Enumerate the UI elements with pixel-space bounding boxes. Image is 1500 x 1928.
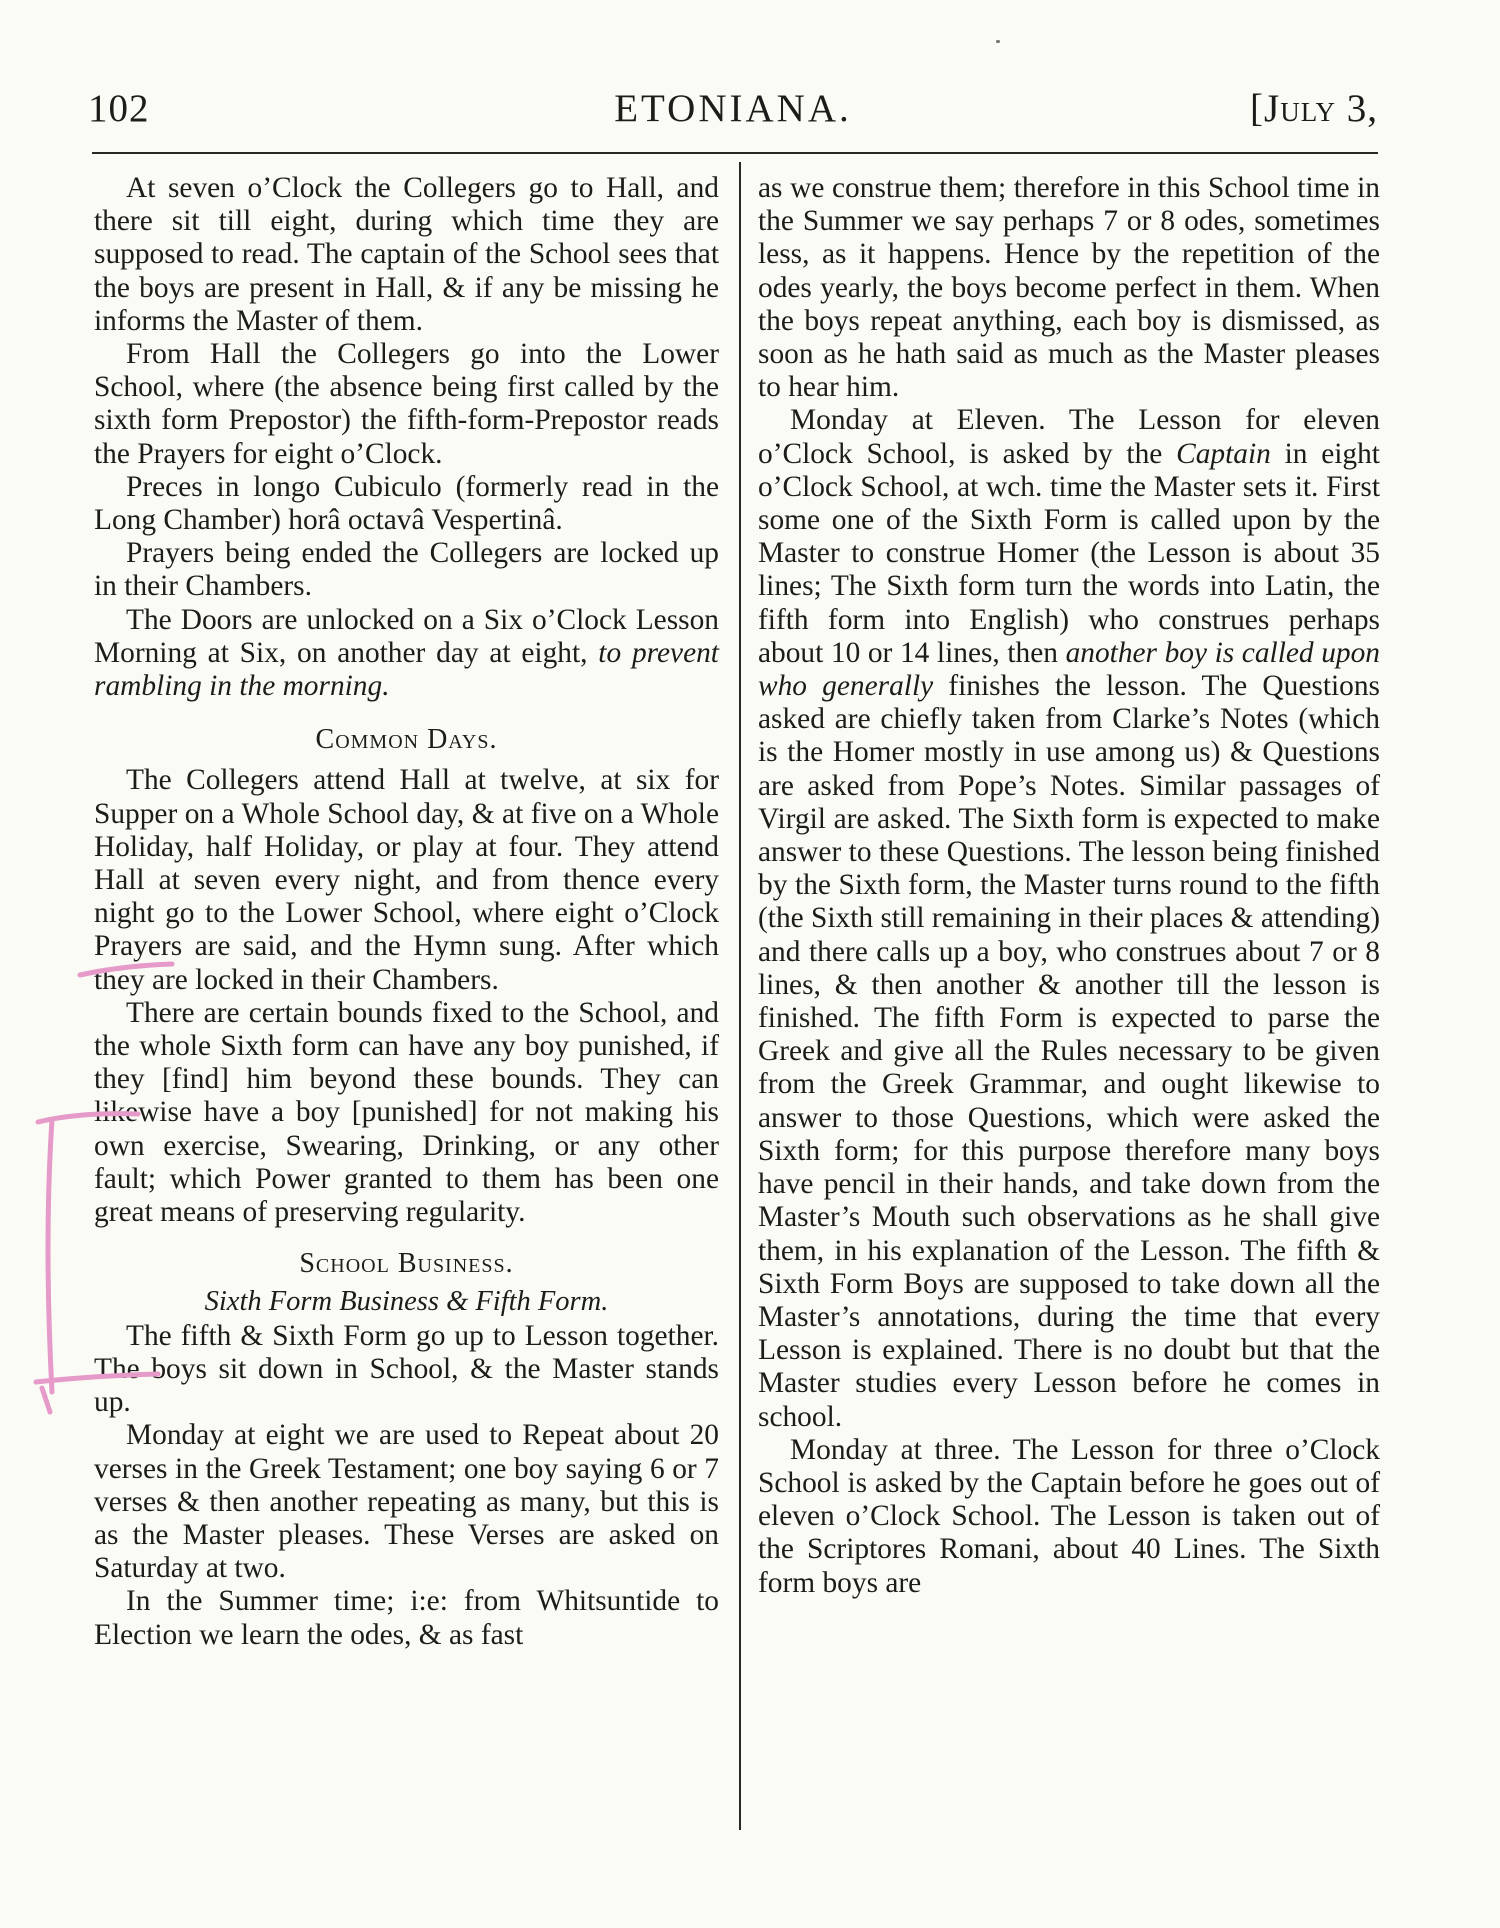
- left-column: [94, 172, 719, 1652]
- heading-school-business: School Business.: [299, 1248, 514, 1280]
- eleven-text-a: Monday at Eleven. The Lesson for eleven o’Clock School, is asked by the: [758, 404, 1380, 470]
- paragraph-monday-at-three: Monday at three. The Lesson for three o’Clock School is asked by the Captain before he goes out of eleven o’Clock School. The Lesson is taken out of the Scriptores Romani, about 40 Lines. The Sixth form boys are: [758, 1433, 1380, 1599]
- column-rule: [739, 162, 741, 1830]
- paragraph-lower-school: From Hall the Collegers go into the Lower School, where (the absence being first called by the sixth form Prepostor) the fifth-form-Prepostor reads the Prayers for eight o’Clock.: [94, 338, 719, 470]
- paragraph-monday-at-eight: Monday at eight we are used to Repeat about 20 verses in the Greek Testament; one boy saying 6 or 7 verses & then another repeating as many, but this is as the Master pleases. These Verses are asked on Saturday at two.: [94, 1419, 719, 1585]
- running-head: [88, 86, 1378, 136]
- subheading-sixth-form-business: Sixth Form Business & Fifth Form.: [204, 1285, 609, 1317]
- header-rule: [92, 152, 1378, 154]
- paragraph-monday-at-eleven: [758, 404, 1380, 1433]
- captain-italic: Captain: [1176, 437, 1271, 470]
- paragraph-doors-unlocked: [94, 604, 719, 704]
- running-date: [July 3,: [1250, 87, 1378, 130]
- paragraph-preces: Preces in longo Cubiculo (formerly read in the Long Chamber) horâ octavâ Vespertinâ.: [94, 470, 719, 537]
- eleven-text-b: in eight o’Clock School, at wch. time the Master sets it. First some one of the Sixth Form is called upon by the Master to construe Homer (the Lesson is about 35 lines; The Sixth form turn the words into Latin, the fifth form into English) who construes perhaps about 10 or 14 lines, then: [758, 437, 1380, 669]
- eleven-text-c: finishes the lesson. The Questions asked are chiefly taken from Clarke’s Notes (which is the Homer mostly in use among us) & Questions are asked from Pope’s Notes. Similar passages of Virgil are asked. The Sixth form is expected to make answer to these Questions. The lesson being finished by the Sixth form, the Master turns round to the fifth (the Sixth still remaining in their places & attending) and there calls up a boy, who construes about 7 or 8 lines, & then another & another till the lesson is finished. The fifth Form is expected to parse the Greek and give all the Rules necessary to be given from the Greek Grammar, and ought likewise to answer to those Questions, which were asked the Sixth form; for this purpose therefore many boys have pencil in their hands, and take down from the Master’s Mouth such observations as he shall give them, in his explanation of the Lesson. The fifth & Sixth Form Boys are supposed to take down all the Master’s annotations, during the time that every Lesson is explained. There is no doubt but that the Master studies every Lesson before he comes in school.: [758, 670, 1380, 1433]
- paragraph-go-up-to-lesson: The fifth & Sixth Form go up to Lesson together. The boys sit down in School, & the Master stands up.: [94, 1319, 719, 1419]
- page-number: 102: [88, 87, 150, 130]
- paper-speck: [996, 40, 1000, 43]
- paragraph-construe-odes: as we construe them; therefore in this School time in the Summer we say perhaps 7 or 8 odes, sometimes less, as it happens. Hence by the repetition of the odes yearly, the boys become perfect in them. When the boys repeat anything, each boy is dismissed, as soon as he hath said as much as the Master pleases to hear him.: [758, 172, 1380, 404]
- right-column: [758, 172, 1380, 1600]
- paragraph-collegers-attend-hall: The Collegers attend Hall at twelve, at six for Supper on a Whole School day, & at five on a Whole Holiday, half Holiday, or play at four. They attend Hall at seven every night, and from thence every night go to the Lower School, where eight o’Clock Prayers are said, and the Hymn sung. After which they are locked in their Chambers.: [94, 764, 719, 996]
- doors-italic-text: to prevent rambling in the morning.: [94, 636, 719, 703]
- paragraph-bounds: There are certain bounds fixed to the School, and the whole Sixth form can have any boy punished, if they [find] him beyond these bounds. They can likewise have a boy [punished] for not making his own exercise, Swearing, Drinking, or any other fault; which Power granted to them has been one great means of preserving regularity.: [94, 996, 719, 1229]
- running-title: ETONIANA.: [614, 87, 852, 130]
- paragraph-prayers-ended: Prayers being ended the Collegers are locked up in their Chambers.: [94, 537, 719, 603]
- paragraph-summer-time: In the Summer time; i:e: from Whitsuntide to Election we learn the odes, & as fast: [94, 1585, 719, 1651]
- heading-common-days: Common Days.: [315, 724, 498, 756]
- paragraph-hall-at-seven: At seven o’Clock the Collegers go to Hall, and there sit till eight, during which time they are supposed to read. The captain of the School sees that the boys are present in Hall, & if any be missing he informs the Master of them.: [94, 172, 719, 337]
- doors-text: The Doors are unlocked on a Six o’Clock Lesson Morning at Six, on another day at eight,: [94, 603, 719, 669]
- eleven-italic-text: another boy is called upon who generally: [758, 636, 1380, 703]
